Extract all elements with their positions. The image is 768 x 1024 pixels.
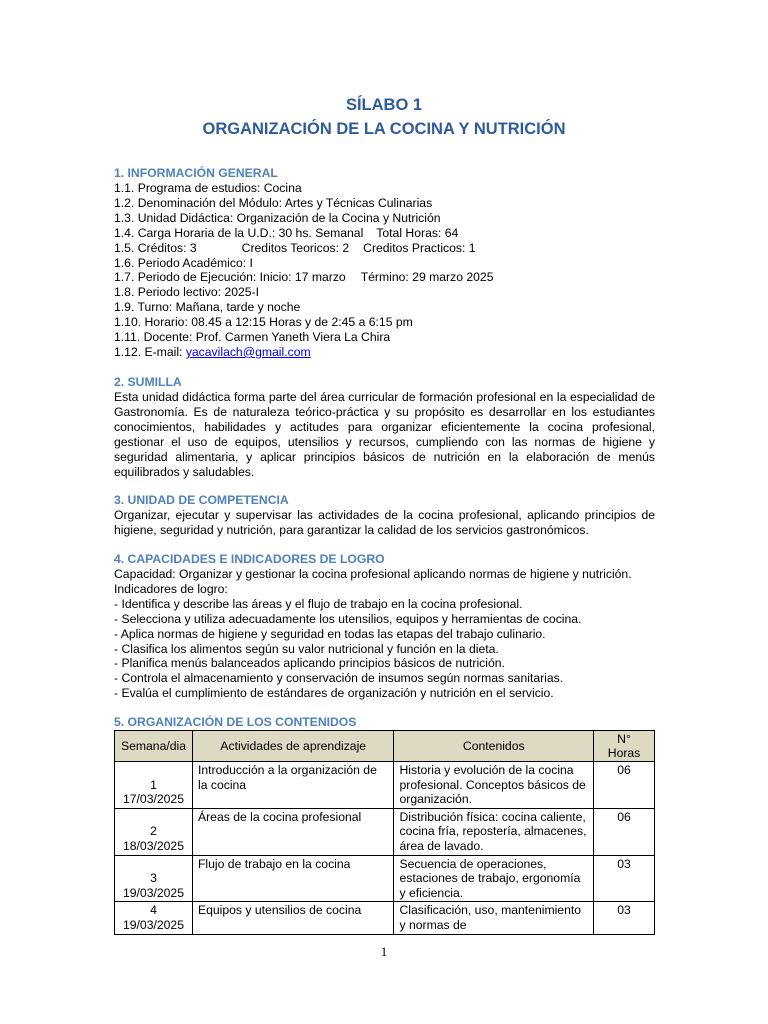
info-line: 1.3. Unidad Didáctica: Organización de la Cocina y Nutrición	[114, 210, 441, 225]
indicador-item: - Clasifica los alimentos según su valor nutricional y función en la dieta.	[114, 641, 499, 656]
week-date: 19/03/2025	[122, 917, 184, 932]
periodo-ejecucion: 1.7. Periodo de Ejecución: Inicio: 17 marzo	[114, 270, 346, 285]
competencia-text: Organizar, ejecutar y supervisar las actividades de la cocina profesional, aplicando principios de higiene, seguridad y nutrición, para garantizar la calidad de los servicios gastronómicos.	[114, 508, 655, 537]
info-line: 1.1. Programa de estudios: Cocina	[114, 181, 302, 195]
document-subtitle: ORGANIZACIÓN DE LA COCINA Y NUTRICIÓN	[202, 120, 566, 138]
info-line-ejecucion	[114, 270, 655, 285]
table-header-row	[115, 731, 655, 762]
column-header-semana: Semana/dia	[115, 731, 193, 762]
activity-cell: Áreas de la cocina profesional	[192, 808, 394, 855]
section-capacidades	[114, 552, 655, 701]
week-cell	[115, 808, 193, 855]
week-cell	[115, 902, 193, 934]
section-heading: 4. CAPACIDADES E INDICADORES DE LOGRO	[114, 552, 385, 566]
indicador-item: - Identifica y describe las áreas y el flujo de trabajo en la cocina profesional.	[114, 596, 523, 611]
hours-cell: 03	[594, 902, 655, 934]
info-line: 1.2. Denominación del Módulo: Artes y Técnicas Culinarias	[114, 195, 433, 210]
title-block	[0, 93, 768, 141]
indicador-item: - Aplica normas de higiene y seguridad en todas las etapas del trabajo culinario.	[114, 626, 546, 641]
contents-table	[114, 730, 655, 935]
indicador-item: - Selecciona y utiliza adecuadamente los utensilios, equipos y herramientas de cocina.	[114, 611, 582, 626]
content-cell: Secuencia de operaciones, estaciones de trabajo, ergonomía y eficiencia.	[394, 855, 594, 902]
creditos-teoricos: Creditos Teoricos: 2	[241, 240, 350, 255]
page-number: 1	[380, 944, 388, 959]
content-cell: Distribución física: cocina caliente, cocina fría, repostería, almacenes, área de lavado.	[394, 808, 594, 855]
column-header-contenidos: Contenidos	[394, 731, 594, 762]
info-line-email	[114, 345, 655, 360]
activity-cell: Equipos y utensilios de cocina	[192, 902, 394, 934]
table-row	[115, 902, 655, 934]
activity-cell: Introducción a la organización de la cocina	[192, 762, 394, 809]
section-contenidos	[114, 715, 655, 935]
column-header-horas: N° Horas	[594, 731, 655, 762]
week-cell	[115, 762, 193, 809]
capacidad-text: Capacidad: Organizar y gestionar la cocina profesional aplicando normas de higiene y nutrición.	[114, 567, 632, 581]
sumilla-text: Esta unidad didáctica forma parte del área curricular de formación profesional en la especialidad de Gastronomía. Es de naturaleza teórico-práctica y su propósito es desarrollar en los estudiantes conocimientos, habilidades y actitudes para organizar eficientemente la cocina profesional, gestionar el uso de equipos, utensilios y recursos, cumpliendo con las normas de higiene y seguridad alimentaria, y aplicar principios básicos de nutrición en la elaboración de menús equilibrados y saludables.	[114, 390, 655, 479]
total-horas: Total Horas: 64	[376, 225, 459, 240]
column-header-actividades: Actividades de aprendizaje	[192, 731, 394, 762]
carga-horaria: 1.4. Carga Horaria de la U.D.: 30 hs. Semanal	[114, 225, 364, 240]
content-cell: Clasificación, uso, mantenimiento y normas de	[394, 902, 594, 934]
hours-cell: 06	[594, 762, 655, 809]
info-line: 1.10. Horario: 08.45 a 12:15 Horas y de 2:45 a 6:15 pm	[114, 315, 413, 330]
info-line: 1.11. Docente: Prof. Carmen Yaneth Viera La Chira	[114, 330, 391, 345]
week-number: 3	[150, 871, 157, 886]
email-label: 1.12. E-mail:	[114, 344, 186, 359]
section-heading: 2. SUMILLA	[114, 375, 182, 389]
info-line-carga	[114, 226, 655, 241]
indicador-item: - Planifica menús balanceados aplicando principios básicos de nutrición.	[114, 656, 505, 671]
week-number: 2	[150, 824, 157, 839]
termino: Término: 29 marzo 2025	[360, 270, 494, 285]
creditos: 1.5. Créditos: 3	[114, 240, 197, 255]
indicador-item: - Evalúa el cumplimiento de estándares de organización y nutrición en el servicio.	[114, 686, 554, 701]
indicadores-label: Indicadores de logro:	[114, 581, 228, 596]
section-heading: 5. ORGANIZACIÓN DE LOS CONTENIDOS	[114, 715, 357, 729]
table-row	[115, 855, 655, 902]
creditos-practicos: Creditos Practicos: 1	[363, 240, 476, 255]
week-date: 17/03/2025	[122, 792, 184, 807]
table-row	[115, 808, 655, 855]
indicador-item: - Controla el almacenamiento y conservación de insumos según normas sanitarias.	[114, 671, 564, 686]
section-heading: 3. UNIDAD DE COMPETENCIA	[114, 493, 289, 507]
email-link[interactable]: yacavilach@gmail.com	[185, 344, 311, 359]
hours-cell: 03	[594, 855, 655, 902]
section-heading: 1. INFORMACIÓN GENERAL	[114, 166, 278, 180]
week-number: 1	[150, 777, 157, 792]
week-date: 18/03/2025	[122, 838, 184, 853]
info-line: 1.6. Periodo Académico: I	[114, 255, 253, 270]
section-general-info	[114, 166, 655, 360]
week-date: 19/03/2025	[122, 885, 184, 900]
info-line-creditos	[114, 241, 655, 256]
content-cell: Historia y evolución de la cocina profesional. Conceptos básicos de organización.	[394, 762, 594, 809]
hours-cell: 06	[594, 808, 655, 855]
document-title: SÍLABO 1	[345, 96, 423, 114]
info-line: 1.8. Periodo lectivo: 2025-I	[114, 285, 259, 300]
section-sumilla	[114, 375, 655, 479]
info-line: 1.9. Turno: Mañana, tarde y noche	[114, 300, 301, 315]
section-competencia	[114, 493, 655, 538]
activity-cell: Flujo de trabajo en la cocina	[192, 855, 394, 902]
week-number: 4	[150, 903, 157, 918]
table-row	[115, 762, 655, 809]
week-cell	[115, 855, 193, 902]
